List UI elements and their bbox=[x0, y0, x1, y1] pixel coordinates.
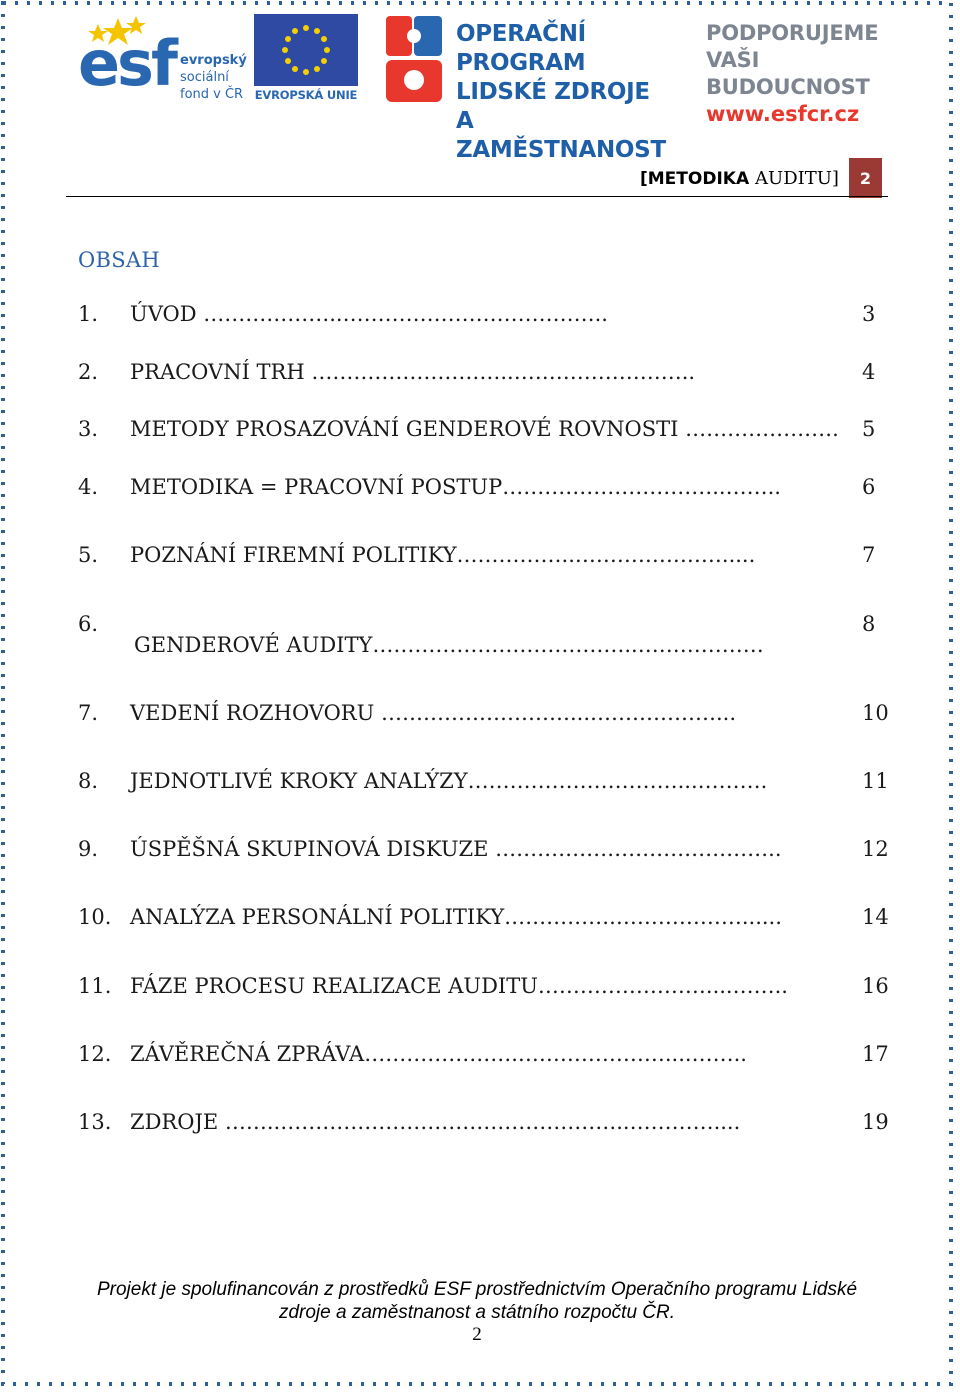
toc-item-number: 3. bbox=[78, 417, 99, 441]
toc-item-number: 10. bbox=[78, 905, 112, 929]
toc-item-page: 16 bbox=[862, 974, 889, 998]
running-title-rest: AUDITU] bbox=[755, 167, 839, 189]
header-logos bbox=[0, 0, 960, 163]
esf-line1: evropský bbox=[180, 53, 247, 68]
toc-item-number: 5. bbox=[78, 543, 99, 567]
esf-logo bbox=[78, 14, 248, 106]
toc-item-number: 7. bbox=[78, 701, 99, 725]
toc-item-page: 4 bbox=[862, 360, 876, 384]
toc-item[interactable] bbox=[78, 475, 890, 505]
toc-item-number: 6. bbox=[78, 612, 99, 636]
toc-item[interactable] bbox=[78, 360, 890, 390]
running-title bbox=[640, 168, 839, 189]
footer-line2: zdroje a zaměstnanost a státního rozpočtu ČR. bbox=[278, 1302, 676, 1323]
toc-item-title: ÚSPĚŠNÁ SKUPINOVÁ DISKUZE ………………………………….. bbox=[130, 837, 782, 861]
toc-item[interactable] bbox=[78, 837, 890, 867]
esf-caption bbox=[180, 52, 247, 103]
op-line1: OPERAČNÍ PROGRAM bbox=[456, 21, 586, 76]
toc-item[interactable] bbox=[78, 612, 890, 664]
toc-item-title: ANALÝZA PERSONÁLNÍ POLITIKY…………….………………...... bbox=[130, 905, 782, 929]
toc-item-number: 8. bbox=[78, 769, 99, 793]
toc-item-title: ÚVOD ………………..……………………………….. bbox=[130, 302, 608, 326]
page-number: 2 bbox=[472, 1324, 482, 1345]
toc-item-page: 17 bbox=[862, 1042, 889, 1066]
toc-item-page: 7 bbox=[862, 543, 876, 567]
puzzle-person-icon bbox=[384, 14, 446, 104]
op-title bbox=[456, 20, 684, 165]
eu-logo bbox=[254, 14, 356, 106]
toc-item-page: 5 bbox=[862, 417, 876, 441]
op-line3: A ZAMĚSTNANOST bbox=[456, 108, 666, 163]
toc-item-page: 11 bbox=[862, 769, 889, 793]
toc-item-page: 10 bbox=[862, 701, 889, 725]
support-line2: VAŠI BUDOUCNOST bbox=[706, 48, 870, 99]
page-number-box: 2 bbox=[849, 158, 882, 198]
toc-item[interactable] bbox=[78, 1110, 890, 1140]
running-title-open: [METODIKA bbox=[640, 168, 750, 189]
toc-item-number: 1. bbox=[78, 302, 99, 326]
esf-line3: fond v ČR bbox=[180, 87, 244, 102]
running-header bbox=[640, 158, 882, 198]
toc-item-number: 12. bbox=[78, 1042, 112, 1066]
toc-item-page: 12 bbox=[862, 837, 889, 861]
support-logo bbox=[706, 20, 926, 126]
toc-item[interactable] bbox=[78, 701, 890, 731]
toc-item[interactable] bbox=[78, 1042, 890, 1072]
eu-label: EVROPSKÁ UNIE bbox=[254, 88, 358, 102]
eu-flag-icon bbox=[254, 14, 358, 86]
toc-item-title: VEDENÍ ROZHOVORU ………………………...………………... bbox=[130, 701, 737, 725]
toc-item-title: FÁZE PROCESU REALIZACE AUDITU……………………....…….. bbox=[130, 974, 788, 998]
toc-item[interactable] bbox=[78, 974, 890, 1004]
op-line2: LIDSKÉ ZDROJE bbox=[456, 79, 650, 105]
toc-item-number: 11. bbox=[78, 974, 112, 998]
toc-item-title: ZDROJE ……..…………………………………………..………….... bbox=[130, 1110, 741, 1134]
toc-item[interactable] bbox=[78, 302, 890, 332]
toc-item[interactable] bbox=[78, 905, 890, 935]
header-rule bbox=[66, 196, 888, 197]
toc-item-page: 6 bbox=[862, 475, 876, 499]
footer-line1: Projekt je spolufinancován z prostředků ESF prostřednictvím Operačního programu Lidské bbox=[96, 1279, 858, 1300]
toc-item[interactable] bbox=[78, 769, 890, 799]
esf-line2: sociální bbox=[180, 70, 229, 85]
toc-item-number: 4. bbox=[78, 475, 99, 499]
footer-note bbox=[60, 1278, 894, 1324]
toc-item-title: JEDNOTLIVÉ KROKY ANALÝZY…………………………...………. bbox=[130, 769, 768, 793]
toc-item-number: 9. bbox=[78, 837, 99, 861]
toc-item-title: POZNÁNÍ FIREMNÍ POLITIKY……………..…………………..... bbox=[130, 543, 756, 567]
toc-item-page: 3 bbox=[862, 302, 876, 326]
toc-heading: OBSAH bbox=[78, 248, 161, 272]
toc-item[interactable] bbox=[78, 417, 890, 447]
op-logo bbox=[384, 14, 684, 163]
esf-letters: esf bbox=[78, 27, 175, 100]
toc-item-title: METODY PROSAZOVÁNÍ GENDEROVÉ ROVNOSTI …………………. bbox=[130, 417, 839, 441]
toc-item-page: 19 bbox=[862, 1110, 889, 1134]
toc-item-page: 14 bbox=[862, 905, 889, 929]
toc-item-number: 2. bbox=[78, 360, 99, 384]
toc-item-title: GENDEROVÉ AUDITY………………………………..……………… bbox=[134, 633, 764, 657]
toc-item[interactable] bbox=[78, 543, 890, 573]
toc-item-page: 8 bbox=[862, 612, 876, 636]
support-url: www.esfcr.cz bbox=[706, 102, 860, 126]
toc-item-number: 13. bbox=[78, 1110, 112, 1134]
toc-item-title: METODIKA = PRACOVNÍ POSTUP…………………………..…….. bbox=[130, 475, 781, 499]
support-line1: PODPORUJEME bbox=[706, 21, 879, 45]
toc-item-title: ZÁVĚREČNÁ ZPRÁVA………………….…………………....…….. bbox=[130, 1042, 747, 1066]
toc-item-title: PRACOVNÍ TRH ………………………..…………………….. bbox=[130, 360, 696, 384]
